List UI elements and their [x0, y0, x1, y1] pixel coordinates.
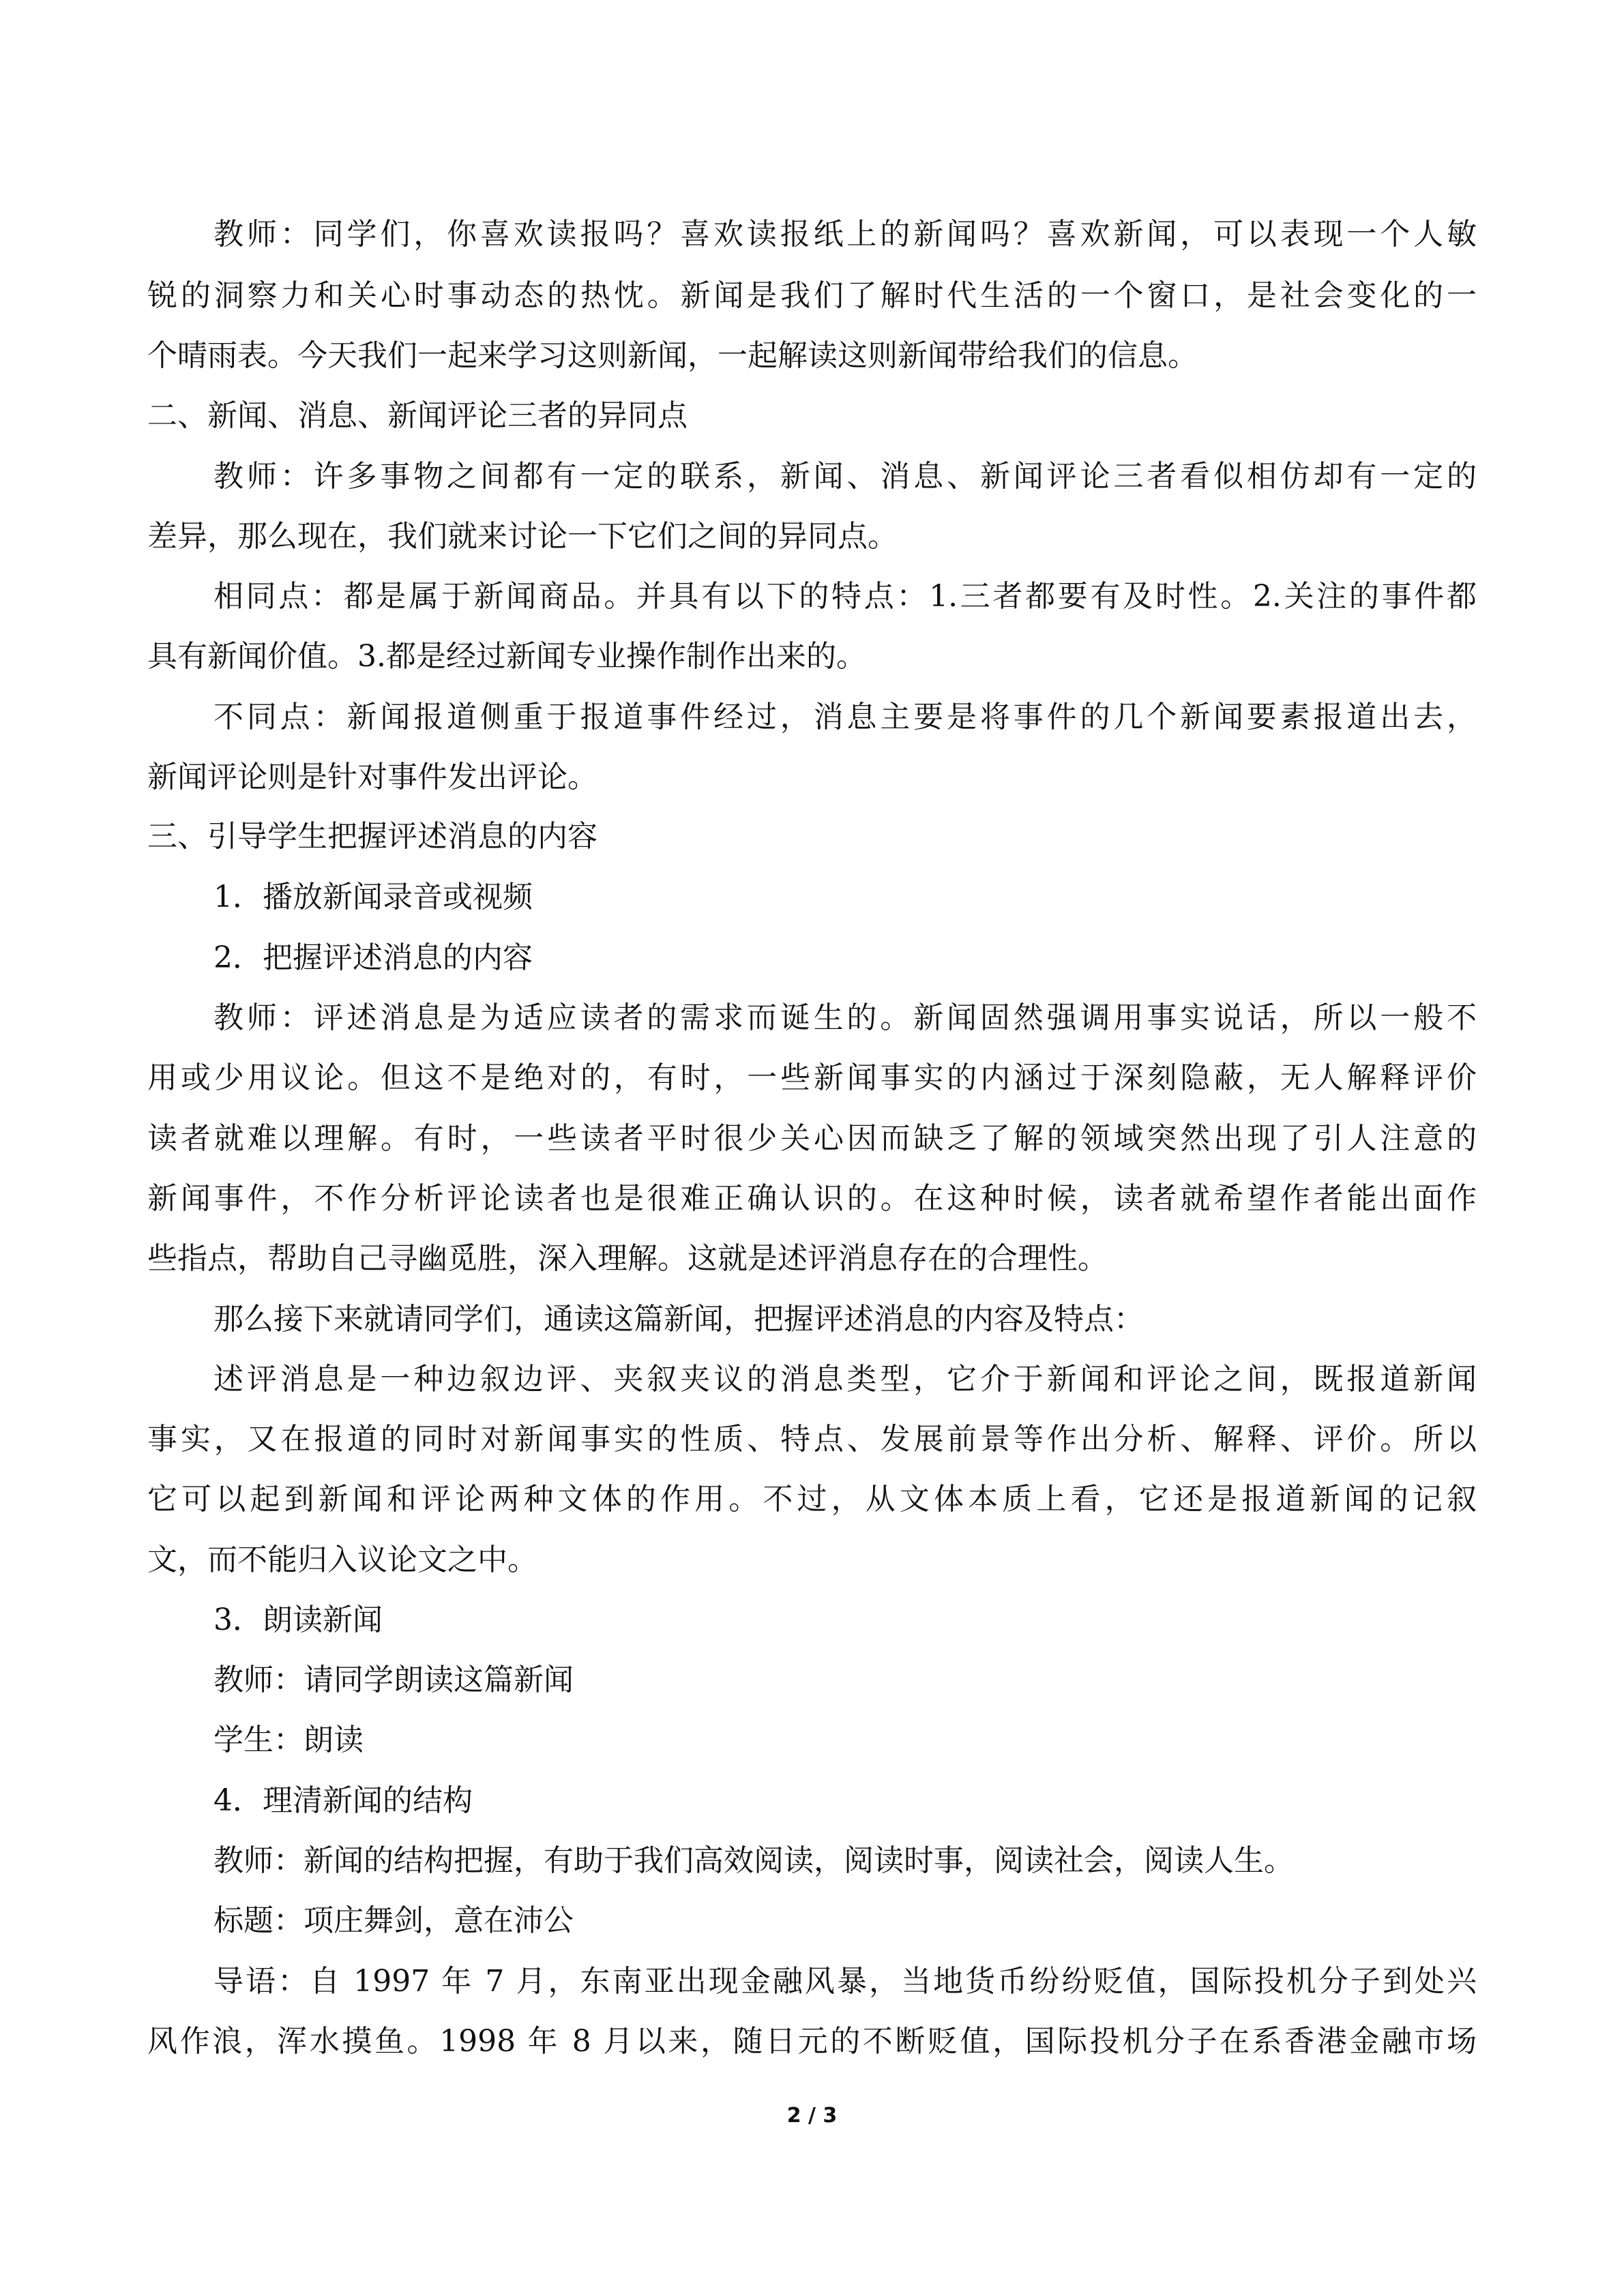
list-item: 2．把握评述消息的内容: [213, 940, 533, 975]
text-line: 新闻事件，不作分析评论读者也是很难正确认识的。在这种时候，读者就希望作者能出面作: [147, 1181, 1477, 1216]
text-line: 差异，那么现在，我们就来讨论一下它们之间的异同点。: [147, 519, 898, 554]
text-line: 文，而不能归入议论文之中。: [147, 1542, 537, 1577]
text-line: 新闻评论则是针对事件发出评论。: [147, 760, 597, 794]
text-line: 教师：新闻的结构把握，有助于我们高效阅读，阅读时事，阅读社会，阅读人生。: [213, 1843, 1294, 1878]
section-heading: 二、新闻、消息、新闻评论三者的异同点: [147, 398, 688, 433]
text-line: 教师：许多事物之间都有一定的联系，新闻、消息、新闻评论三者看似相仿却有一定的: [213, 459, 1477, 494]
list-item: 4．理清新闻的结构: [213, 1783, 473, 1818]
text-line: 导语：自 1997 年 7 月，东南亚出现金融风暴，当地货币纷纷贬值，国际投机分子到处兴: [213, 1964, 1477, 1999]
text-line: 述评消息是一种边叙边评、夹叙夹议的消息类型，它介于新闻和评论之间，既报道新闻: [213, 1362, 1477, 1397]
text-line: 那么接下来就请同学们，通读这篇新闻，把握评述消息的内容及特点：: [213, 1302, 1144, 1337]
text-line: 个晴雨表。今天我们一起来学习这则新闻，一起解读这则新闻带给我们的信息。: [147, 338, 1198, 373]
page-number: 2 / 3: [786, 2104, 838, 2128]
text-line: 风作浪，浑水摸鱼。1998 年 8 月以来，随日元的不断贬值，国际投机分子在系香港金融市场: [147, 2024, 1477, 2059]
section-heading: 三、引导学生把握评述消息的内容: [147, 819, 597, 854]
text-line: 不同点：新闻报道侧重于报道事件经过，消息主要是将事件的几个新闻要素报道出去，: [213, 700, 1477, 734]
text-line: 用或少用议论。但这不是绝对的，有时，一些新闻事实的内涵过于深刻隐蔽，无人解释评价: [147, 1060, 1477, 1095]
text-line: 锐的洞察力和关心时事动态的热忱。新闻是我们了解时代生活的一个窗口，是社会变化的一: [147, 278, 1477, 313]
text-line: 教师：同学们，你喜欢读报吗？喜欢读报纸上的新闻吗？喜欢新闻，可以表现一个人敏: [213, 217, 1477, 252]
text-line: 具有新闻价值。3.都是经过新闻专业操作制作出来的。: [147, 639, 866, 674]
text-line: 相同点：都是属于新闻商品。并具有以下的特点：1.三者都要有及时性。2.关注的事件都: [213, 579, 1477, 614]
text-line: 读者就难以理解。有时，一些读者平时很少关心因而缺乏了解的领域突然出现了引人注意的: [147, 1121, 1477, 1156]
text-line: 事实，又在报道的同时对新闻事实的性质、特点、发展前景等作出分析、解释、评价。所以: [147, 1422, 1477, 1457]
text-line: 些指点，帮助自己寻幽觅胜，深入理解。这就是述评消息存在的合理性。: [147, 1241, 1108, 1276]
list-item: 3．朗读新闻: [213, 1602, 383, 1637]
text-line: 教师：评述消息是为适应读者的需求而诞生的。新闻固然强调用事实说话，所以一般不: [213, 1000, 1477, 1035]
list-item: 1．播放新闻录音或视频: [213, 880, 533, 914]
text-line: 教师：请同学朗读这篇新闻: [213, 1663, 574, 1697]
text-line: 学生：朗读: [213, 1723, 364, 1757]
text-line: 它可以起到新闻和评论两种文体的作用。不过，从文体本质上看，它还是报道新闻的记叙: [147, 1482, 1477, 1517]
text-line: 标题：项庄舞剑，意在沛公: [213, 1903, 574, 1938]
